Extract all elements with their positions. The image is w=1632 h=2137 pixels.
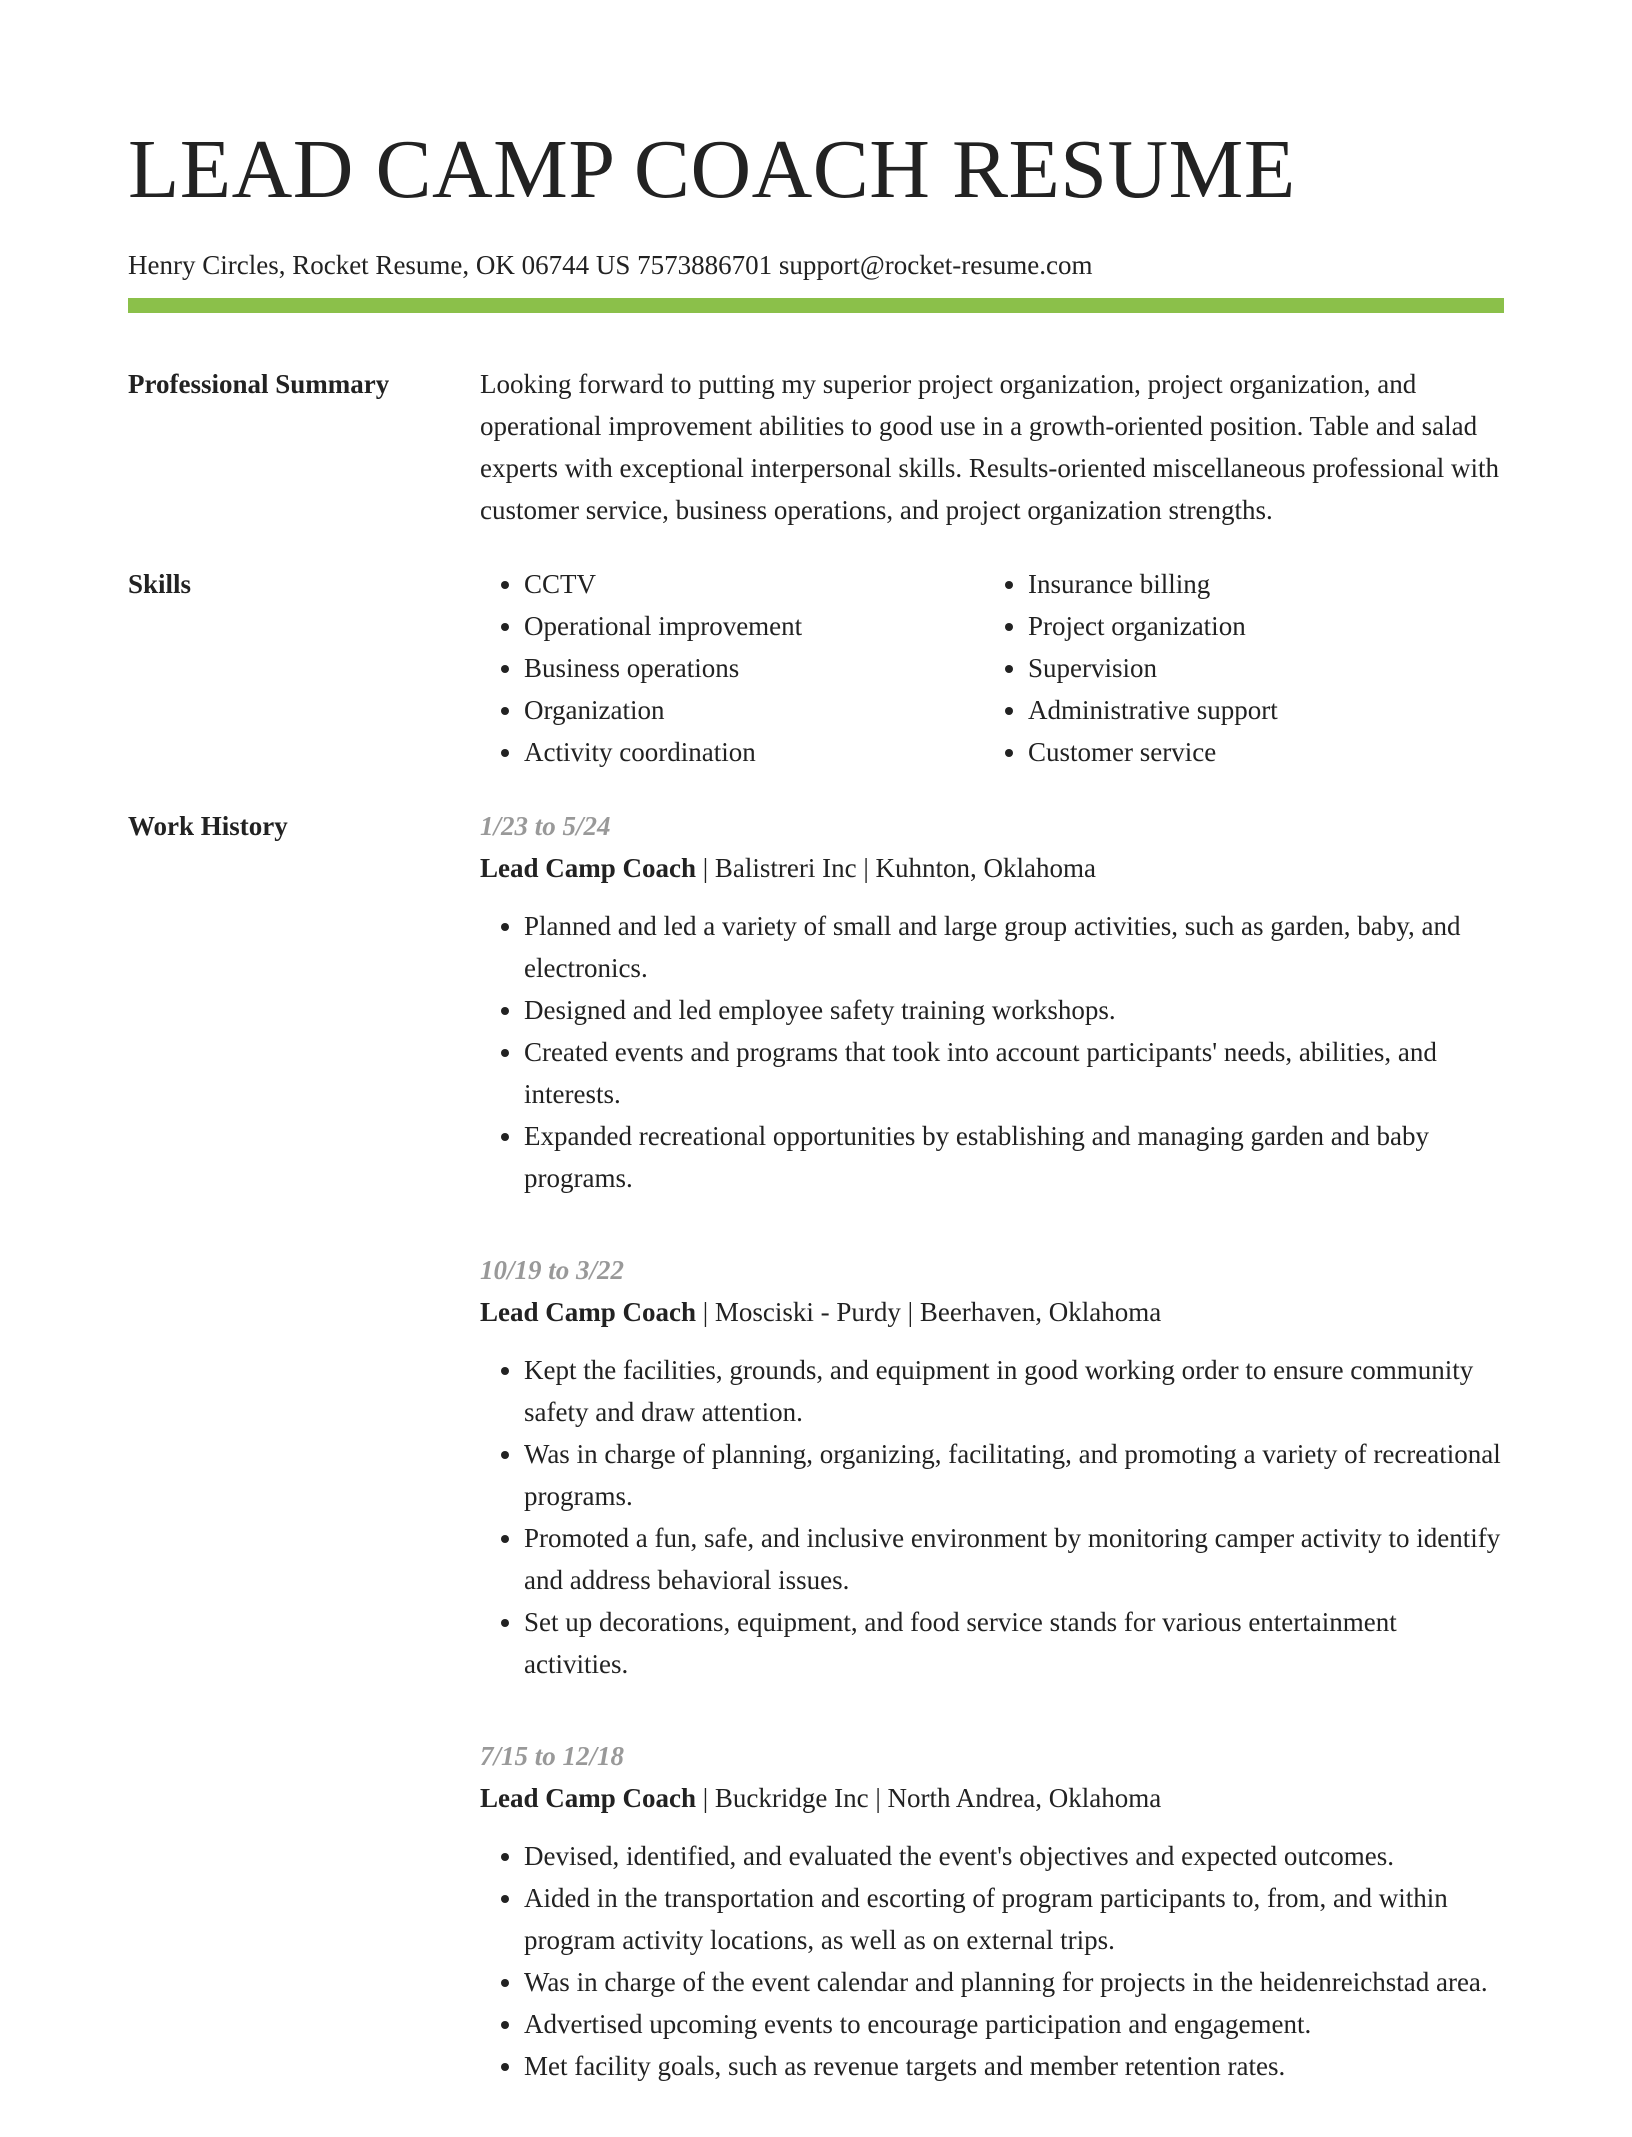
skill-item: • CCTV — [524, 563, 984, 605]
skills-column-2 — [984, 563, 1278, 773]
skill-item: • Operational improvement — [524, 605, 984, 647]
job-details: | Mosciski - Purdy | Beerhaven, Oklahoma — [696, 1297, 1162, 1327]
job-bullet: • Promoted a fun, safe, and inclusive environment by monitoring camper activity to identify and address behavioral issues. — [524, 1517, 1504, 1601]
job-bullets — [480, 1349, 1504, 1685]
contact-line: Henry Circles, Rocket Resume, OK 06744 US 7573886701 support@rocket-resume.com — [128, 250, 1093, 280]
skills-column-1 — [480, 563, 984, 773]
job-bullets — [480, 1835, 1504, 2087]
accent-divider — [128, 298, 1504, 313]
job-bullet: • Met facility goals, such as revenue targets and member retention rates. — [524, 2045, 1504, 2087]
resume-page — [128, 0, 1504, 2137]
job-title-line — [480, 1777, 1504, 1819]
job-bullet: • Aided in the transportation and escorting of program participants to, from, and within program activity locations, as well as on external trips. — [524, 1877, 1504, 1961]
job-bullet: • Advertised upcoming events to encourage participation and engagement. — [524, 2003, 1504, 2045]
skills-heading: Skills — [128, 569, 192, 599]
skill-item: • Supervision — [1028, 647, 1278, 689]
skill-item: • Organization — [524, 689, 984, 731]
work-history-heading: Work History — [128, 811, 288, 841]
skills-section — [128, 563, 1504, 773]
job-entry — [480, 1735, 1504, 2087]
job-title-line — [480, 1291, 1504, 1333]
summary-section — [128, 363, 1504, 531]
skill-item: • Customer service — [1028, 731, 1278, 773]
job-bullet: • Kept the facilities, grounds, and equipment in good working order to ensure community safety and draw attention. — [524, 1349, 1504, 1433]
job-details: | Buckridge Inc | North Andrea, Oklahoma — [696, 1783, 1162, 1813]
job-bullet: • Devised, identified, and evaluated the event's objectives and expected outcomes. — [524, 1835, 1504, 1877]
job-details: | Balistreri Inc | Kuhnton, Oklahoma — [696, 853, 1096, 883]
job-bullet: • Was in charge of the event calendar and planning for projects in the heidenreichstad area. — [524, 1961, 1504, 2003]
job-title: Lead Camp Coach — [480, 1783, 697, 1813]
skill-item: • Insurance billing — [1028, 563, 1278, 605]
job-bullet: • Expanded recreational opportunities by establishing and managing garden and baby programs. — [524, 1115, 1504, 1199]
job-title-line — [480, 847, 1504, 889]
job-title: Lead Camp Coach — [480, 853, 697, 883]
job-bullet: • Was in charge of planning, organizing, facilitating, and promoting a variety of recreational programs. — [524, 1433, 1504, 1517]
job-dates: 7/15 to 12/18 — [480, 1741, 625, 1771]
work-history-section — [128, 805, 1504, 2137]
skill-item: • Administrative support — [1028, 689, 1278, 731]
job-bullet: • Created events and programs that took into account participants' needs, abilities, and interests. — [524, 1031, 1504, 1115]
job-entry — [480, 1249, 1504, 1685]
resume-title: LEAD CAMP COACH RESUME — [128, 123, 1296, 216]
job-bullet: • Set up decorations, equipment, and food service stands for various entertainment activities. — [524, 1601, 1504, 1685]
summary-text: Looking forward to putting my superior project organization, project organization, and operational improvement abilities to good use in a growth-oriented position. Table and salad experts with exceptional interpersonal skills. Results-oriented miscellaneous professional with customer service, business operations, and project organization strengths. — [480, 369, 1500, 525]
job-dates: 10/19 to 3/22 — [480, 1255, 625, 1285]
job-bullets — [480, 905, 1504, 1199]
job-dates: 1/23 to 5/24 — [480, 811, 611, 841]
job-bullet: • Planned and led a variety of small and large group activities, such as garden, baby, and electronics. — [524, 905, 1504, 989]
job-entry — [480, 805, 1504, 1199]
skill-item: • Project organization — [1028, 605, 1278, 647]
skill-item: • Activity coordination — [524, 731, 984, 773]
skill-item: • Business operations — [524, 647, 984, 689]
summary-heading: Professional Summary — [128, 369, 390, 399]
skills-list — [480, 563, 1504, 773]
job-bullet: • Designed and led employee safety training workshops. — [524, 989, 1504, 1031]
job-title: Lead Camp Coach — [480, 1297, 697, 1327]
